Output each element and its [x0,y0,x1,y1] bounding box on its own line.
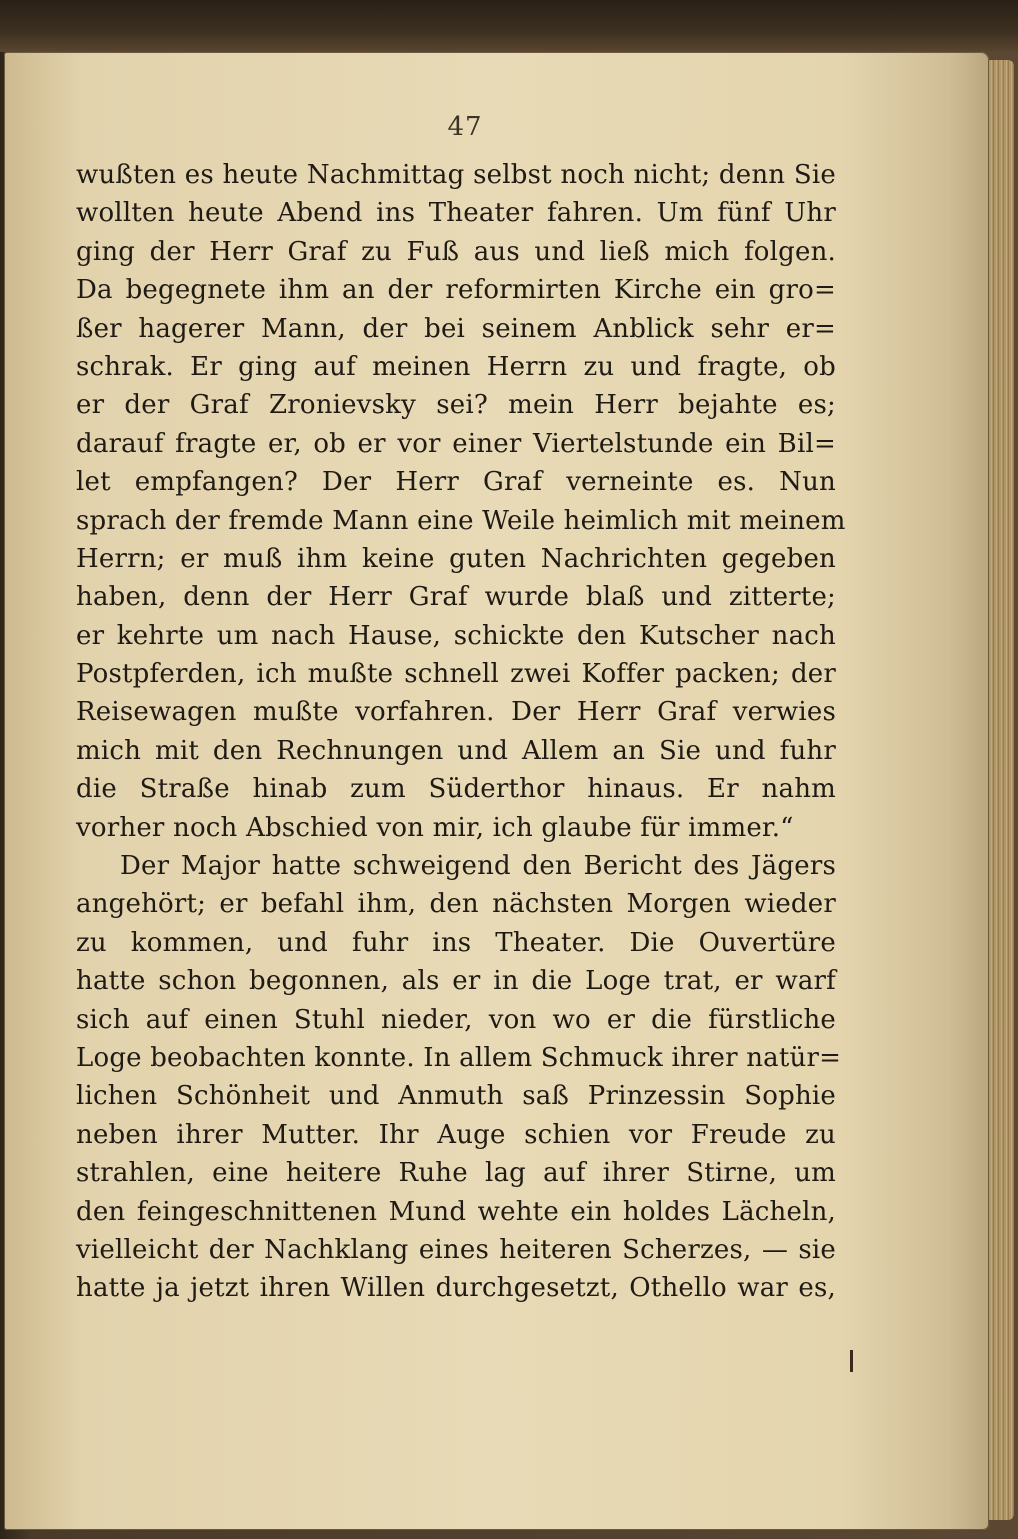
text-line: wußten es heute Nachmittag selbst noch nicht; denn Sie [76,160,836,190]
text-line: haben, denn der Herr Graf wurde blaß und zitterte; [76,582,836,613]
text-line: sprach der fremde Mann eine Weile heimlich mit meinem [76,505,846,536]
text-line: Postpferden, ich mußte schnell zwei Koffer packen; der [76,659,836,690]
text-line: Herrn; er muß ihm keine guten Nachrichten gegeben [76,543,836,574]
text-line: angehört; er befahl ihm, den nächsten Morgen wieder [76,889,836,920]
page-number: 47 [447,112,483,142]
text-line: hatte ja jetzt ihren Willen durchgesetzt, Othello war es, [76,1273,836,1304]
text-line: hatte schon begonnen, als er in die Loge trat, er warf [76,966,836,997]
text-line: neben ihrer Mutter. Ihr Auge schien vor Freude zu [76,1119,836,1150]
text-line: vorher noch Abschied von mir, ich glaube für immer.“ [76,812,794,843]
text-line: er der Graf Zronievsky sei? mein Herr bejahte es; [76,390,836,421]
text-line: wollten heute Abend ins Theater fahren. Um fünf Uhr [76,198,836,229]
text-line: darauf fragte er, ob er vor einer Viertelstunde ein Bil= [76,428,836,459]
body-text [76,156,846,1308]
text-line: er kehrte um nach Hause, schickte den Kutscher nach [76,620,836,651]
text-line: ging der Herr Graf zu Fuß aus und ließ mich folgen. [76,236,836,267]
text-line: Da begegnete ihm an der reformirten Kirche ein gro= [76,275,836,306]
ink-mark [850,1350,853,1372]
text-line: Loge beobachten konnte. In allem Schmuck ihrer natür= [76,1042,842,1073]
text-line: zu kommen, und fuhr ins Theater. Die Ouvertüre [76,927,836,958]
text-line: Reisewagen mußte vorfahren. Der Herr Graf verwies [76,697,836,728]
text-line: lichen Schönheit und Anmuth saß Prinzessin Sophie [76,1081,836,1112]
book-top-edge [0,0,1018,52]
text-line: vielleicht der Nachklang eines heiteren Scherzes, — sie [76,1234,836,1265]
text-line: sich auf einen Stuhl nieder, von wo er die fürstliche [76,1004,836,1035]
text-line: ßer hagerer Mann, der bei seinem Anblick sehr er= [76,313,836,344]
text-line: die Straße hinab zum Süderthor hinaus. Er nahm [76,774,836,805]
text-line: den feingeschnittenen Mund wehte ein holdes Lächeln, [76,1196,836,1227]
text-line: mich mit den Rechnungen und Allem an Sie und fuhr [76,735,836,766]
text-line: strahlen, eine heitere Ruhe lag auf ihrer Stirne, um [76,1158,836,1189]
text-line: Der Major hatte schweigend den Bericht des Jägers [120,851,836,882]
text-line: schrak. Er ging auf meinen Herrn zu und fragte, ob [76,351,836,382]
text-line: let empfangen? Der Herr Graf verneinte es. Nun [76,467,836,498]
